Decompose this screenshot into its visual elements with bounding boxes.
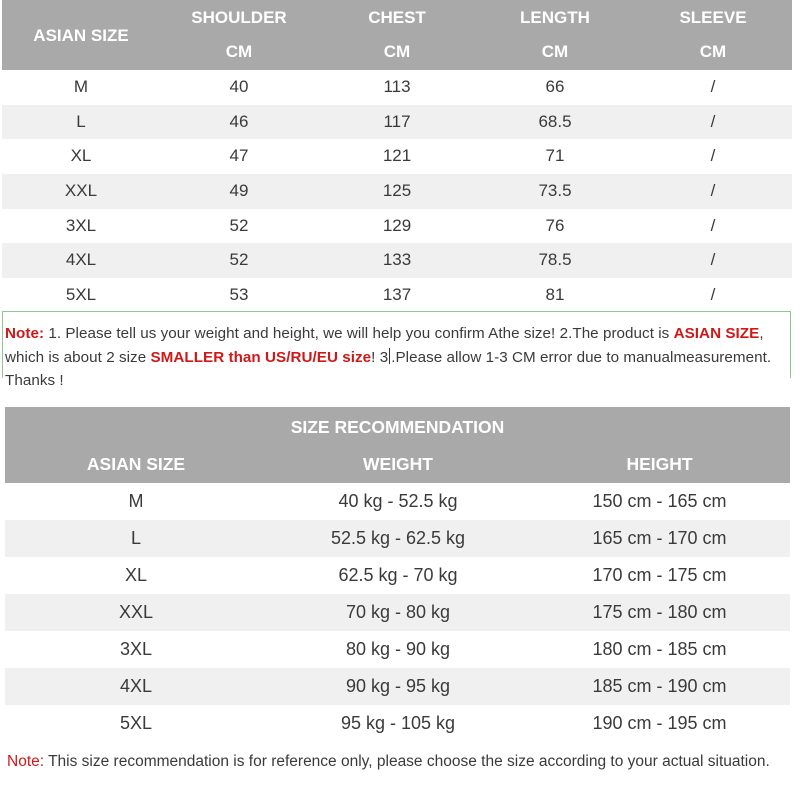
table-row bbox=[5, 668, 790, 705]
table-cell: 80 kg - 90 kg bbox=[345, 639, 451, 659]
table-cell: 53 bbox=[229, 285, 249, 305]
table-row bbox=[2, 278, 792, 313]
note-asian-size: ASIAN SIZE bbox=[673, 325, 760, 342]
table-row bbox=[2, 243, 792, 278]
table-cell: 81 bbox=[545, 285, 565, 305]
table-cell: 52 bbox=[229, 250, 249, 270]
header-chest: CHEST bbox=[368, 8, 426, 27]
table-cell: 180 cm - 185 cm bbox=[592, 639, 727, 659]
note-text: ! 3 bbox=[371, 348, 389, 366]
table-cell: L bbox=[76, 111, 86, 131]
note-label: Note: bbox=[7, 753, 45, 770]
table-header bbox=[5, 407, 790, 483]
recommendation-title: SIZE RECOMMENDATION bbox=[290, 417, 505, 437]
table-row bbox=[5, 520, 790, 557]
note-text: .Please allow 1-3 CM error due to manualmeasurement. Thanks ! bbox=[5, 348, 772, 389]
table-header bbox=[2, 0, 792, 70]
table-cell: 5XL bbox=[119, 713, 153, 733]
header-asian-size: ASIAN SIZE bbox=[86, 454, 186, 474]
header-shoulder-unit: CM bbox=[225, 42, 253, 61]
note-text: This size recommendation is for reference only, please choose the size according to your actual situation. bbox=[44, 753, 770, 770]
table-cell: 46 bbox=[229, 111, 249, 131]
header-weight: WEIGHT bbox=[363, 454, 433, 474]
header-length-unit: CM bbox=[541, 42, 569, 61]
note-text: , which is about 2 size bbox=[5, 325, 764, 366]
table-row bbox=[2, 209, 792, 244]
table-row bbox=[5, 594, 790, 631]
table-cell: XXL bbox=[118, 602, 154, 622]
header-height: HEIGHT bbox=[626, 454, 693, 474]
table-cell: 190 cm - 195 cm bbox=[592, 713, 727, 733]
table-cell: 68.5 bbox=[538, 111, 572, 131]
table-cell: / bbox=[710, 285, 716, 305]
table-cell: 40 kg - 52.5 kg bbox=[338, 491, 458, 511]
table-cell: 49 bbox=[229, 181, 249, 201]
table-cell: 52 bbox=[229, 215, 249, 235]
table-row bbox=[2, 174, 792, 209]
table-cell: 170 cm - 175 cm bbox=[592, 565, 727, 585]
table-row bbox=[2, 139, 792, 174]
table-row bbox=[5, 557, 790, 594]
table-cell: XL bbox=[124, 565, 148, 585]
table-cell: L bbox=[130, 528, 141, 548]
table-cell: 3XL bbox=[119, 639, 153, 659]
header-shoulder: SHOULDER bbox=[191, 8, 287, 27]
table-row bbox=[2, 105, 792, 140]
table-cell: 129 bbox=[382, 215, 412, 235]
table-cell: 47 bbox=[229, 146, 249, 166]
size-recommendation-table bbox=[5, 407, 790, 742]
table-cell: 90 kg - 95 kg bbox=[345, 676, 451, 696]
table-cell: 73.5 bbox=[538, 181, 572, 201]
size-note bbox=[2, 311, 791, 389]
table-cell: 185 cm - 190 cm bbox=[592, 676, 727, 696]
table-cell: 66 bbox=[545, 77, 565, 96]
table-cell: 175 cm - 180 cm bbox=[592, 602, 727, 622]
table-body bbox=[2, 70, 792, 313]
table-row bbox=[2, 70, 792, 105]
table-row bbox=[5, 705, 790, 742]
table-cell: / bbox=[710, 111, 716, 131]
table-cell: 117 bbox=[383, 111, 411, 131]
header-sleeve-unit: CM bbox=[699, 42, 727, 61]
table-cell: 150 cm - 165 cm bbox=[592, 491, 727, 511]
table-cell: XXL bbox=[64, 181, 98, 201]
table-cell: 137 bbox=[382, 285, 412, 305]
table-cell: 133 bbox=[382, 250, 412, 270]
table-cell: 5XL bbox=[65, 285, 97, 305]
table-cell: 78.5 bbox=[538, 250, 572, 270]
table-cell: 71 bbox=[545, 146, 565, 166]
table-cell: XL bbox=[70, 146, 92, 166]
table-cell: 40 bbox=[229, 77, 249, 96]
table-cell: 4XL bbox=[119, 676, 153, 696]
table-body bbox=[5, 483, 790, 742]
table-cell: 125 bbox=[382, 181, 412, 201]
size-measurement-table bbox=[2, 0, 792, 313]
header-length: LENGTH bbox=[520, 8, 590, 27]
table-cell: 95 kg - 105 kg bbox=[340, 713, 456, 733]
table-cell: / bbox=[710, 146, 716, 166]
table-cell: M bbox=[128, 491, 144, 511]
table-cell: 52.5 kg - 62.5 kg bbox=[330, 528, 466, 548]
header-chest-unit: CM bbox=[383, 42, 411, 61]
table-cell: / bbox=[710, 77, 716, 96]
table-cell: 76 bbox=[545, 215, 565, 235]
note-text: 1. Please tell us your weight and height, we will help you confirm Athe size! 2.The product is bbox=[44, 325, 674, 342]
table-row bbox=[5, 631, 790, 668]
table-cell: / bbox=[710, 250, 716, 270]
table-cell: / bbox=[710, 181, 716, 201]
table-cell: 70 kg - 80 kg bbox=[345, 602, 451, 622]
table-cell: / bbox=[710, 215, 716, 235]
table-cell: 121 bbox=[382, 146, 412, 166]
table-row bbox=[5, 483, 790, 520]
table-cell: M bbox=[73, 77, 89, 96]
header-sleeve: SLEEVE bbox=[679, 8, 747, 27]
table-cell: 3XL bbox=[65, 215, 97, 235]
note-label: Note: bbox=[5, 325, 45, 342]
table-cell: 62.5 kg - 70 kg bbox=[338, 565, 458, 585]
table-cell: 165 cm - 170 cm bbox=[592, 528, 727, 548]
note-smaller-warning: SMALLER than US/RU/EU size bbox=[150, 348, 372, 366]
table-cell: 4XL bbox=[65, 250, 97, 270]
recommendation-note bbox=[7, 750, 787, 774]
table-cell: 113 bbox=[383, 77, 411, 96]
header-asian-size: ASIAN SIZE bbox=[33, 26, 129, 45]
